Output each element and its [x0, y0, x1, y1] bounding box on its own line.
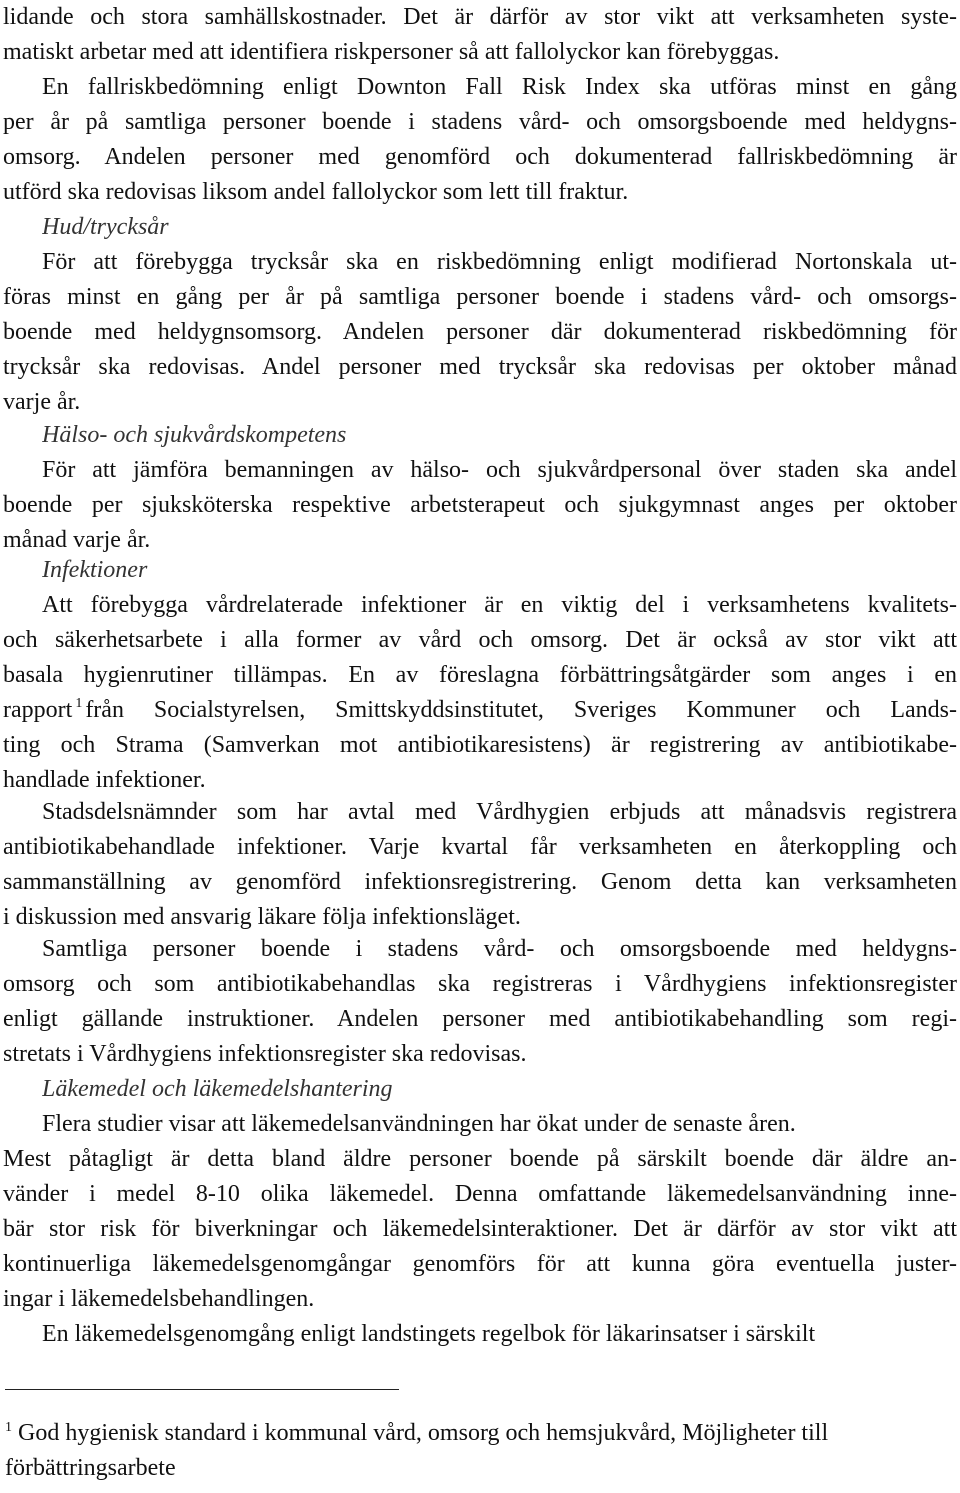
paragraph-line: kontinuerliga läkemedelsgenomgångar genomförs för att kunna göra eventuella juster- — [3, 1251, 957, 1277]
paragraph-text: från Socialstyrelsen, Smittskyddsinstitutet, Sveriges Kommuner och Lands- — [85, 697, 957, 723]
footnote-reference[interactable]: 1 — [75, 696, 83, 711]
section-heading-halso: Hälso- och sjukvårdskompetens — [42, 422, 347, 448]
paragraph-line: trycksår ska redovisas. Andel personer med trycksår ska redovisas per oktober månad — [3, 354, 957, 380]
paragraph-line: ting och Strama (Samverkan mot antibiotikaresistens) är registrering av antibiotikabe- — [3, 732, 957, 758]
paragraph-line: antibiotikabehandlade infektioner. Varje kvartal får verksamheten en återkoppling och — [3, 834, 957, 860]
paragraph-line: och säkerhetsarbete i alla former av vård och omsorg. Det är också av stor vikt att — [3, 627, 957, 653]
footnote-line — [5, 1416, 957, 1454]
paragraph-line: En läkemedelsgenomgång enligt landstingets regelbok för läkarinsatser i särskilt — [42, 1321, 816, 1347]
section-heading-infektioner: Infektioner — [42, 557, 148, 583]
paragraph-line: Flera studier visar att läkemedelsanvändningen har ökat under de senaste åren. — [42, 1111, 796, 1137]
paragraph-line-with-footnote — [3, 693, 957, 728]
paragraph-line: bär stor risk för biverkningar och läkemedelsinteraktioner. Det är därför av stor vikt att — [3, 1216, 957, 1242]
paragraph-line: För att jämföra bemanningen av hälso- och sjukvårdpersonal över staden ska andel — [42, 457, 957, 483]
paragraph-line: En fallriskbedömning enligt Downton Fall Risk Index ska utföras minst en gång — [42, 74, 957, 100]
paragraph-line: Att förebygga vårdrelaterade infektioner är en viktig del i verksamhetens kvalitets- — [42, 592, 957, 618]
paragraph-line: vänder i medel 8-10 olika läkemedel. Denna omfattande läkemedelsanvändning inne- — [3, 1181, 957, 1207]
paragraph-line: lidande och stora samhällskostnader. Det är därför av stor vikt att verksamheten syste- — [3, 4, 957, 30]
paragraph-line: För att förebygga trycksår ska en riskbedömning enligt modifierad Nortonskala ut- — [42, 249, 957, 275]
section-heading-hud: Hud/trycksår — [42, 214, 169, 240]
paragraph-line: boende med heldygnsomsorg. Andelen personer där dokumenterad riskbedömning för — [3, 319, 957, 345]
paragraph-line: matiskt arbetar med att identifiera riskpersoner så att fallolyckor kan förebyggas. — [3, 39, 780, 65]
paragraph-line: basala hygienrutiner tillämpas. En av föreslagna förbättringsåtgärder som anges i en — [3, 662, 957, 688]
footnote-text: God hygienisk standard i kommunal vård, omsorg och hemsjukvård, Möjligheter till — [18, 1420, 829, 1446]
footnote-line: förbättringsarbete — [5, 1455, 176, 1481]
paragraph-line: omsorg och som antibiotikabehandlas ska registreras i Vårdhygiens infektionsregister — [3, 971, 957, 997]
paragraph-line: Samtliga personer boende i stadens vård- och omsorgsboende med heldygns- — [42, 936, 957, 962]
paragraph-line: omsorg. Andelen personer med genomförd och dokumenterad fallriskbedömning är — [3, 144, 957, 170]
paragraph-line: enligt gällande instruktioner. Andelen personer med antibiotikabehandling som regi- — [3, 1006, 957, 1032]
paragraph-line: Mest påtagligt är detta bland äldre personer boende på särskilt boende där äldre an- — [3, 1146, 957, 1172]
paragraph-line: boende per sjuksköterska respektive arbetsterapeut och sjukgymnast anges per oktober — [3, 492, 957, 518]
paragraph-text: rapport — [3, 697, 73, 723]
paragraph-line: Stadsdelsnämnder som har avtal med Vårdhygien erbjuds att månadsvis registrera — [42, 799, 957, 825]
paragraph-line: månad varje år. — [3, 527, 151, 553]
footnote-divider — [5, 1389, 399, 1390]
paragraph-line: ingar i läkemedelsbehandlingen. — [3, 1286, 315, 1312]
paragraph-line: handlade infektioner. — [3, 767, 206, 793]
paragraph-line: sammanställning av genomförd infektionsregistrering. Genom detta kan verksamheten — [3, 869, 957, 895]
footnote-marker: 1 — [5, 1420, 12, 1435]
paragraph-line: i diskussion med ansvarig läkare följa infektionsläget. — [3, 904, 521, 930]
paragraph-line: utförd ska redovisas liksom andel fallolyckor som lett till fraktur. — [3, 179, 629, 205]
paragraph-line: varje år. — [3, 389, 81, 415]
paragraph-line: stretats i Vårdhygiens infektionsregister ska redovisas. — [3, 1041, 527, 1067]
section-heading-lakemedel: Läkemedel och läkemedelshantering — [42, 1076, 393, 1102]
paragraph-line: föras minst en gång per år på samtliga personer boende i stadens vård- och omsorgs- — [3, 284, 957, 310]
paragraph-line: per år på samtliga personer boende i stadens vård- och omsorgsboende med heldygns- — [3, 109, 957, 135]
